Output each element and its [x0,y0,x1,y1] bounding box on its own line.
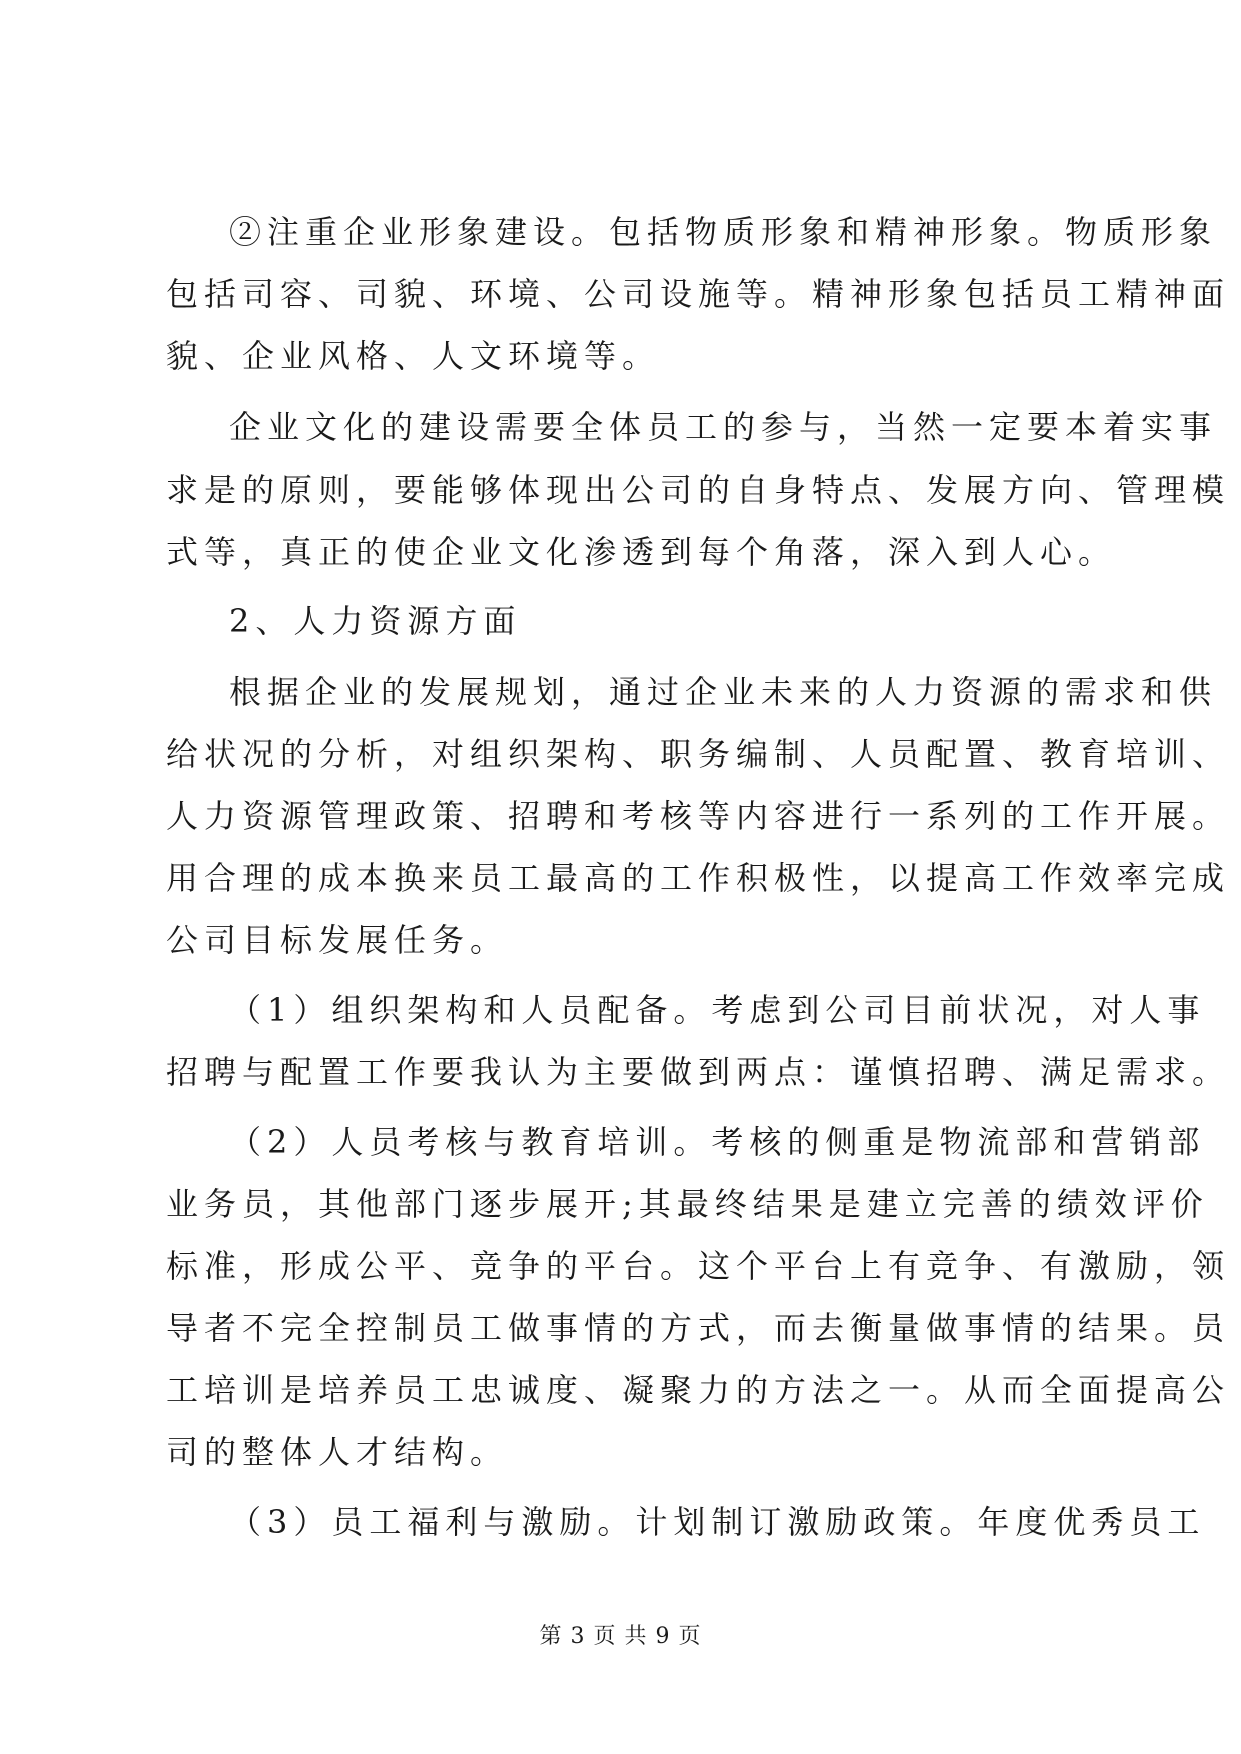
text-line: 导者不完全控制员工做事情的方式，而去衡量做事情的结果。员 [166,1309,1231,1347]
text-line: 企业文化的建设需要全体员工的参与，当然一定要本着实事 [229,408,1218,446]
text-line: （1）组织架构和人员配备。考虑到公司目前状况，对人事 [229,991,1206,1029]
text-line: 人力资源管理政策、招聘和考核等内容进行一系列的工作开展。 [166,797,1231,835]
text-line: 貌、企业风格、人文环境等。 [166,337,661,375]
text-line: 标准，形成公平、竞争的平台。这个平台上有竞争、有激励，领 [166,1247,1231,1285]
text-line: （2）人员考核与教育培训。考核的侧重是物流部和营销部 [229,1123,1206,1161]
text-line: ②注重企业形象建设。包括物质形象和精神形象。物质形象 [229,213,1218,251]
text-line: 用合理的成本换来员工最高的工作积极性，以提高工作效率完成 [166,859,1231,897]
page-number-footer: 第 3 页 共 9 页 [539,1624,702,1649]
text-line: 业务员，其他部门逐步展开;其最终结果是建立完善的绩效评价 [166,1185,1209,1223]
text-line: 司的整体人才结构。 [166,1433,509,1471]
text-line: 包括司容、司貌、环境、公司设施等。精神形象包括员工精神面 [166,275,1231,313]
text-line: 公司目标发展任务。 [166,921,509,959]
section-heading: 2、人力资源方面 [229,602,522,640]
text-line: 给状况的分析，对组织架构、职务编制、人员配置、教育培训、 [166,735,1231,773]
text-line: 式等，真正的使企业文化渗透到每个角落，深入到人心。 [166,533,1117,571]
text-line: 工培训是培养员工忠诚度、凝聚力的方法之一。从而全面提高公 [166,1371,1231,1409]
text-line: （3）员工福利与激励。计划制订激励政策。年度优秀员工 [229,1503,1206,1541]
text-line: 根据企业的发展规划，通过企业未来的人力资源的需求和供 [229,673,1218,711]
text-line: 招聘与配置工作要我认为主要做到两点：谨慎招聘、满足需求。 [166,1053,1231,1091]
text-line: 求是的原则，要能够体现出公司的自身特点、发展方向、管理模 [166,471,1231,509]
